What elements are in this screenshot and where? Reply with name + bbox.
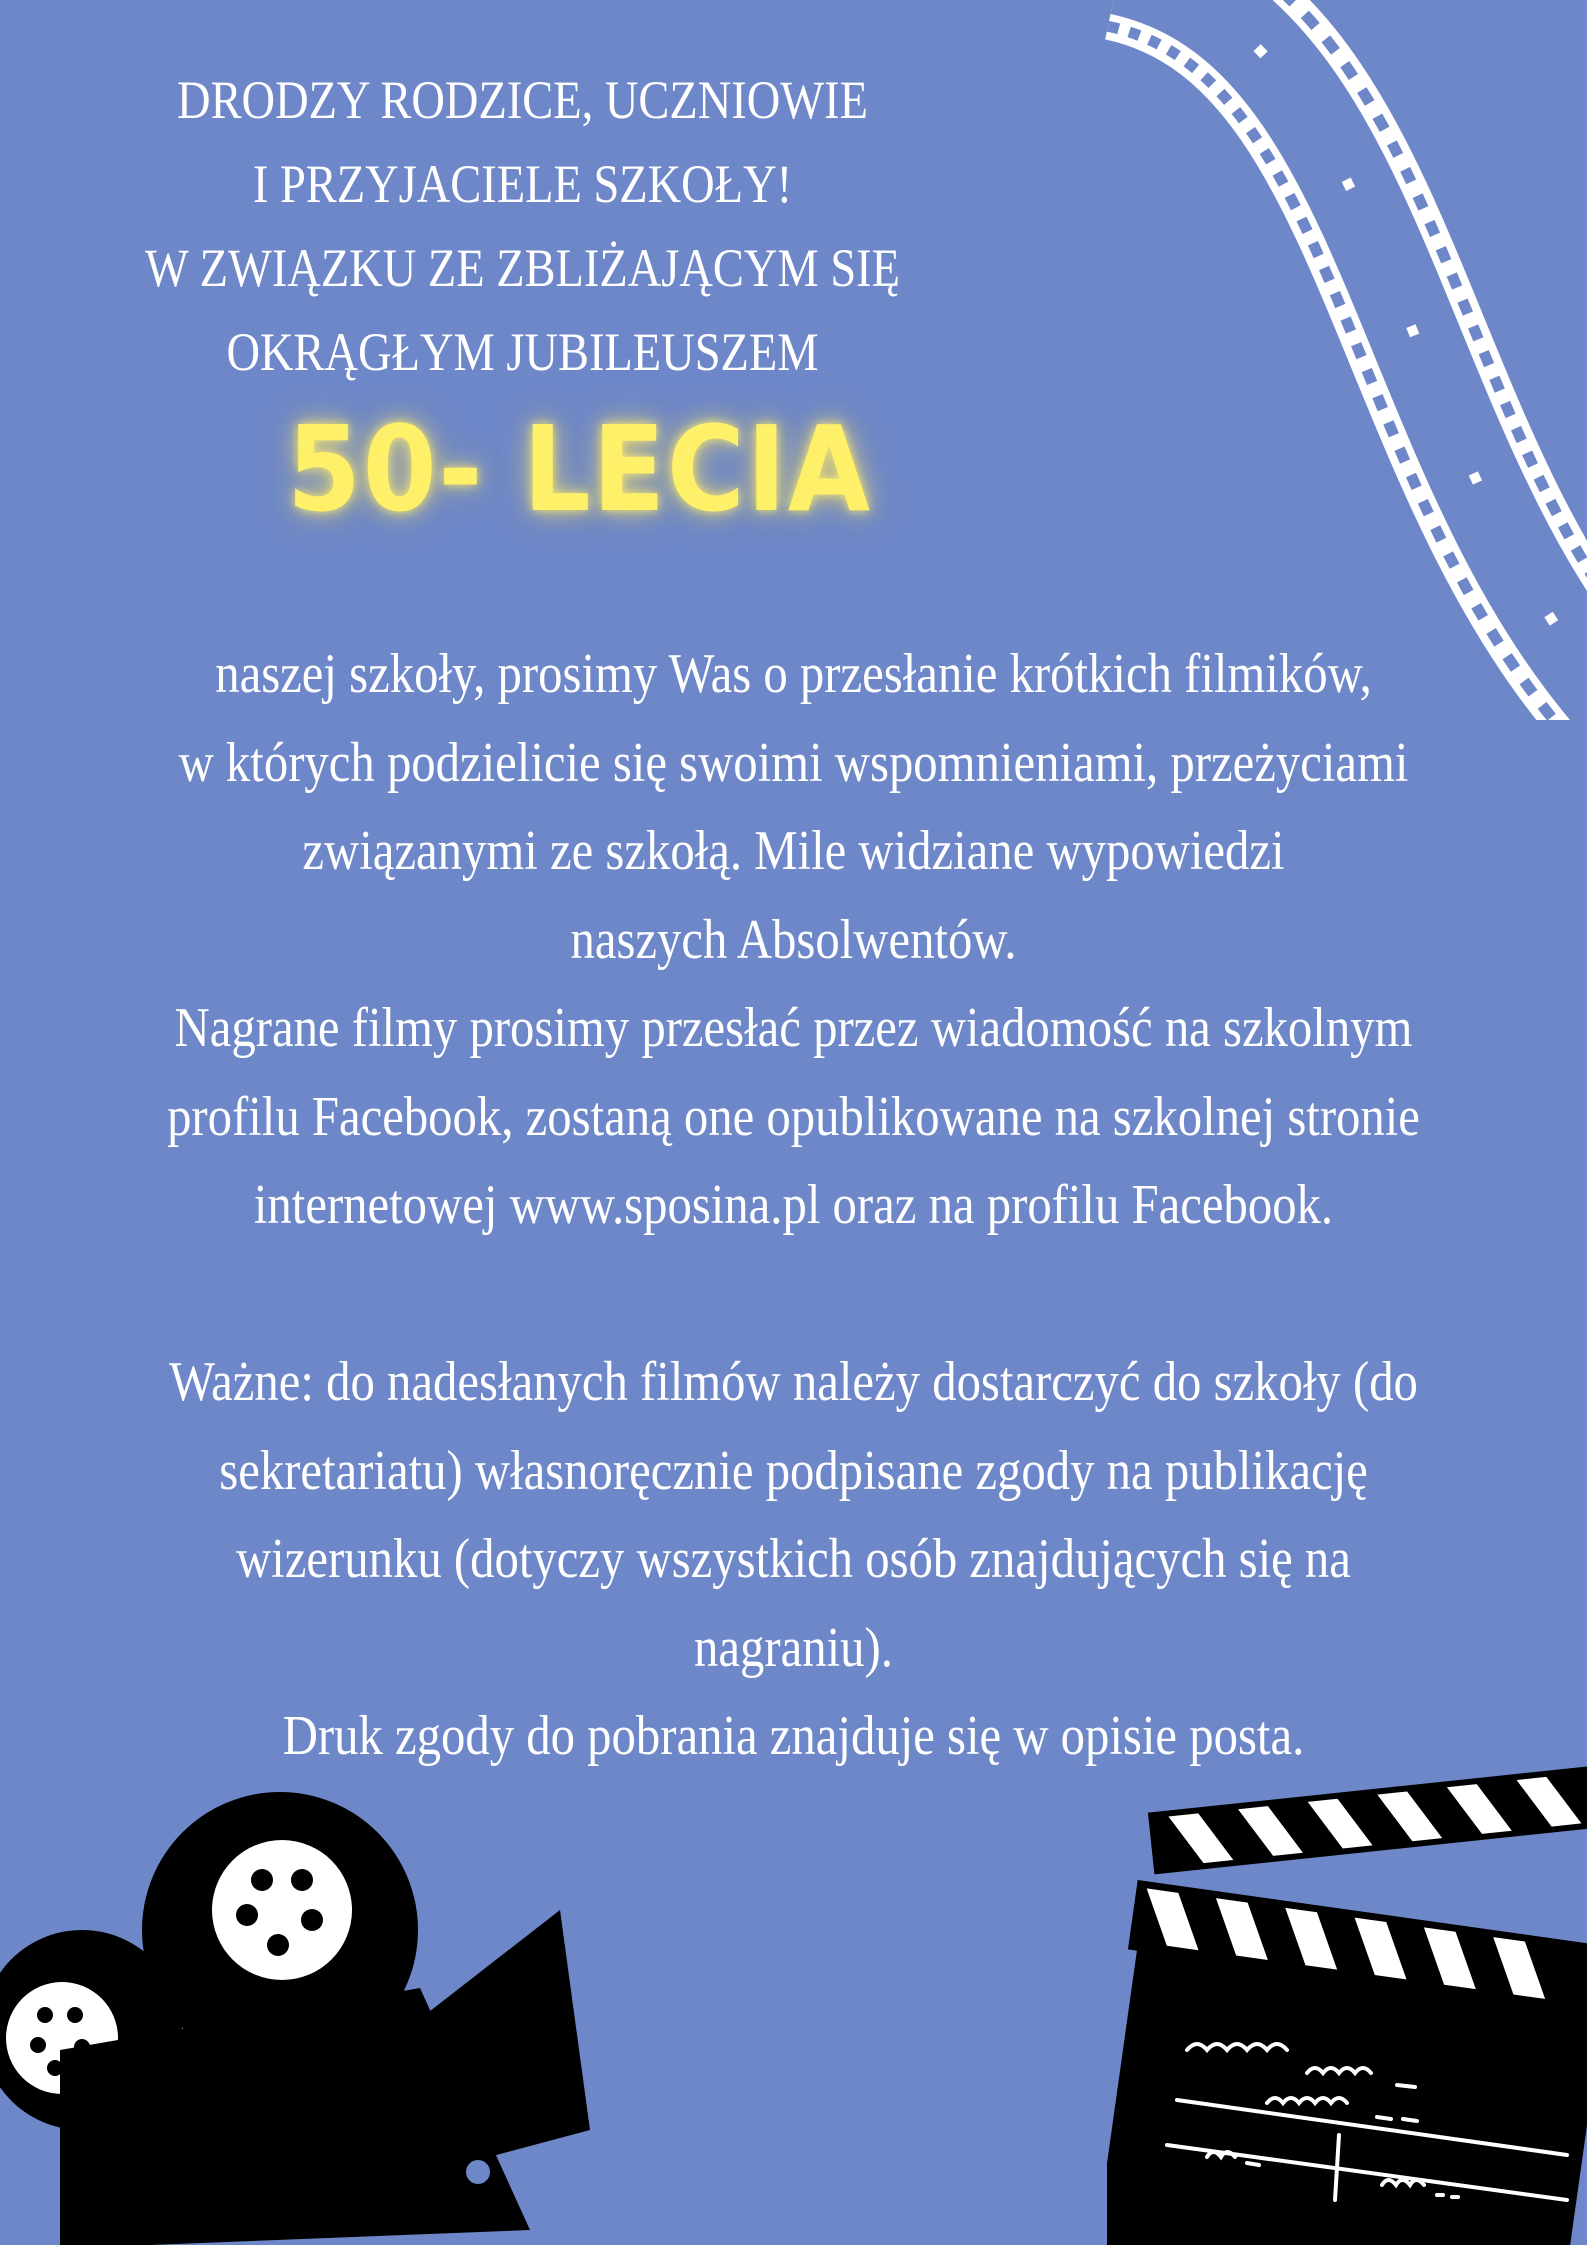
body-line: Druk zgody do pobrania znajduje się w opisie posta. [282, 1705, 1305, 1767]
clapperboard-icon [1107, 1705, 1587, 2245]
body-line: internetowej www.sposina.pl oraz na profilu Facebook. [253, 1174, 1334, 1236]
announcement-body [40, 630, 1547, 1781]
header-line: W ZWIĄZKU ZE ZBLIŻAJĄCYM SIĘ [145, 238, 900, 298]
body-line: sekretariatu) własnoręcznie podpisane zgody na publikację [219, 1439, 1368, 1502]
anniversary-highlight: 50- LECIA [287, 400, 872, 538]
body-line: związanymi ze szkołą. Mile widziane wypowiedzi [302, 820, 1285, 882]
body-line: naszej szkoły, prosimy Was o przesłanie krótkich filmików, [215, 643, 1372, 705]
body-line: Ważne: do nadesłanych filmów należy dostarczyć do szkoły (do [169, 1351, 1418, 1413]
header-line: OKRĄGŁYM JUBILEUSZEM [226, 322, 819, 382]
greeting-header [142, 58, 903, 394]
body-line: naszych Absolwentów. [570, 908, 1017, 971]
header-line: I PRZYJACIELE SZKOŁY! [252, 154, 793, 214]
paragraph-spacer [40, 1250, 1547, 1339]
body-line: wizerunku (dotyczy wszystkich osób znajdujących się na [236, 1528, 1351, 1590]
body-line: nagraniu). [694, 1616, 893, 1679]
body-line: Nagrane filmy prosimy przesłać przez wiadomość na szkolnym [174, 997, 1413, 1059]
header-line: DRODZY RODZICE, UCZNIOWIE [177, 70, 868, 130]
body-line: profilu Facebook, zostaną one opublikowane na szkolnej stronie [167, 1085, 1420, 1148]
film-camera-icon [0, 1750, 640, 2245]
body-line: w których podzielicie się swoimi wspomnieniami, przeżyciami [178, 731, 1409, 794]
